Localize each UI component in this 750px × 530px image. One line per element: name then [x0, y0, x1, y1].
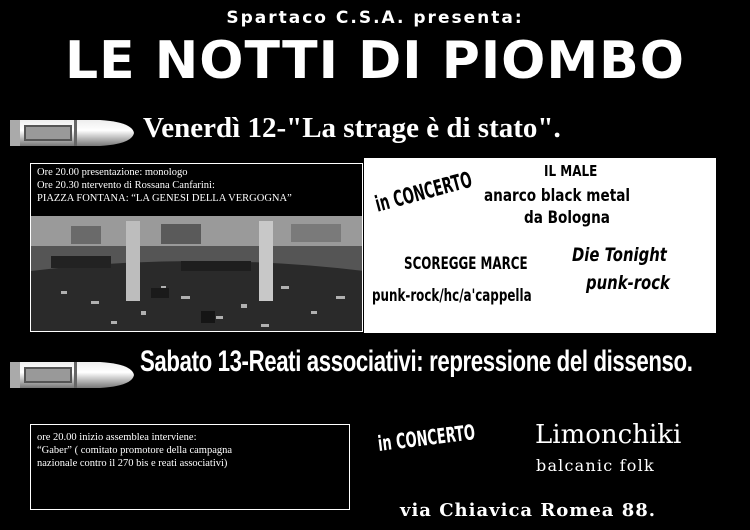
day1-program-box — [30, 163, 363, 332]
venue-address: via Chiavica Romea 88. — [400, 500, 657, 521]
presenter-line: Spartaco C.S.A. presenta: — [226, 8, 524, 28]
program-line: “Gaber” ( comitato promotore della campagna — [37, 445, 233, 456]
program-line: Ore 20.00 presentazione: monologo — [37, 167, 188, 178]
piazza-fontana-photo — [31, 216, 363, 332]
band-genre: balcanic folk — [536, 456, 655, 475]
day2-title: Sabato 13-Reati associativi: repressione del dissenso. — [140, 345, 693, 378]
poster-title: LE NOTTI DI PIOMBO — [65, 31, 685, 91]
band-name: Die Tonight — [572, 244, 667, 266]
bullet-cartridge-icon — [8, 116, 136, 150]
program-line: Ore 20.30 ntervento di Rossana Canfarini: — [37, 180, 215, 191]
program-line: PIAZZA FONTANA: “LA GENESI DELLA VERGOGNA” — [37, 193, 292, 204]
band-genre: punk-rock/hc/a'cappella — [372, 286, 532, 306]
concert-label: in CONCERTO — [372, 167, 475, 218]
program-line: nazionale contro il 270 bis e reati associativi) — [37, 458, 228, 469]
day1-title: Venerdì 12-"La strage è di stato". — [143, 112, 561, 144]
program-line: ore 20.00 inizio assemblea interviene: — [37, 432, 197, 443]
bullet-cartridge-icon — [8, 358, 136, 392]
day2-program-box — [30, 424, 350, 510]
band-name: IL MALE — [544, 162, 598, 180]
band-genre: anarco black metal — [484, 186, 631, 206]
band-origin: da Bologna — [524, 208, 610, 228]
band-name: SCOREGGE MARCE — [404, 254, 528, 274]
concert-label: in CONCERTO — [376, 420, 477, 456]
band-genre: punk-rock — [586, 272, 670, 294]
band-name: Limonchiki — [535, 420, 682, 450]
day1-concert-panel — [364, 158, 716, 333]
